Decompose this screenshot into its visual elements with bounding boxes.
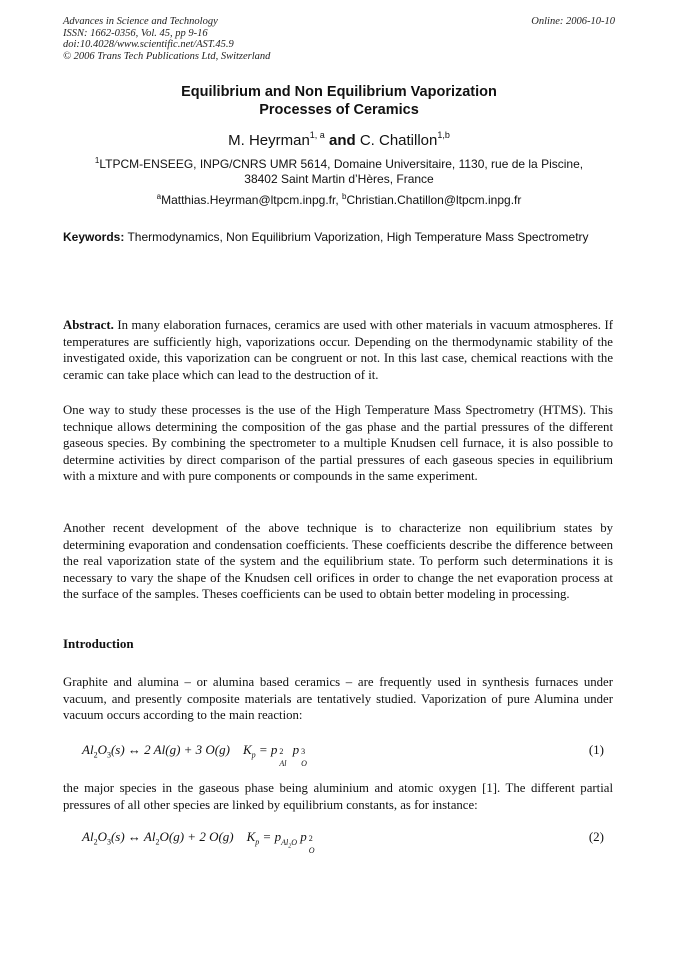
author-list [63,131,615,151]
online-date: Online: 2006-10-10 [531,16,615,27]
abstract-paragraph-1 [63,317,613,383]
doi: doi:10.4028/www.scientific.net/AST.45.9 [63,39,234,50]
journal-header [63,16,270,62]
affiliation [63,157,615,187]
email-b: Christian.Chatillon@ltpcm.inpg.fr [346,193,522,207]
copyright: © 2006 Trans Tech Publications Ltd, Switzerland [63,50,271,62]
email-a: Matthias.Heyrman@ltpcm.inpg.fr, [161,193,342,207]
equation-2-expression: $Al_2O_3(s)$ ↔ $Al_2O(g) + 2$ O(g) $K_p = p_{Al_2O}$ p 2 O [82,829,315,855]
email-b-sup: b [342,192,347,201]
paper-title [63,83,615,119]
title-line-1: Equilibrium and Non Equilibrium Vaporization [181,84,497,100]
abstract-paragraph-3: Another recent development of the above technique is to characterize non equilibrium states by determining evaporation and condensation coefficients. These coefficients describe the difference between the real vaporization state of the system and the equilibrium state. To perform such determinations it is necessary to vary the shape of the Knudsen cell orifices in order to change the net evaporation process at the surface of the samples. Theses coefficients can be used to obtain better modeling in processing. [63,521,613,601]
abstract-text-1: In many elaboration furnaces, ceramics are used with other materials in vacuum atmospheres. If temperatures are sufficiently high, vaporizations occur. Depending on the thermodynamic stability of the investigated oxide, this vaporization can be congruent or not. In this last case, chemical reactions with the ceramic can take place which can lead to the destruction of it. [63,318,613,382]
equation-2-number: (2) [588,829,604,844]
email-a-sup: a [156,192,162,201]
title-line-2: Processes of Ceramics [259,102,419,118]
email-line [63,193,615,208]
equation-2 [82,829,604,855]
equation-1-number: (1) [588,742,604,757]
author-1: M. Heyrman [228,132,310,149]
issn: ISSN: 1662-0356, Vol. 45, pp 9-16 [63,27,208,39]
author-2-sup: 1,b [437,130,450,140]
author-1-sup: 1, a [309,130,325,140]
keywords-text: Thermodynamics, Non Equilibrium Vaporization, High Temperature Mass Spectrometry [124,230,589,244]
equation-1-expression: $Al_2O_3(s)$ ↔ 2 Al(g) + 3 O(g) $K_p = p$ 2 Al p 3 O [82,742,307,768]
affiliation-sup: 1 [94,156,100,165]
journal-name: Advances in Science and Technology [63,16,218,27]
equation-1 [82,742,604,768]
introduction-paragraph-1: Graphite and alumina – or alumina based ceramics – are frequently used in synthesis furnaces under vacuum, and presently composite materials are tentatively studied. Vaporization of pure Alumina under vacuum occurs according to the main reaction: [63,675,613,722]
affiliation-line-1: LTPCM-ENSEEG, INPG/CNRS UMR 5614, Domaine Universitaire, 1130, rue de la Piscine, [99,157,584,171]
author-2: C. Chatillon [359,132,438,149]
abstract-paragraph-2: One way to study these processes is the use of the High Temperature Mass Spectrometry (HTMS). This technique allows determining the composition of the gas phase and the partial pressures of the different gaseous species. By combining the spectrometer to a multiple Knudsen cell furnace, it is also possible to determine activities by direct comparison of the partial pressures of each gaseous species in equilibrium with a mixture and with pure components or compounds in the same experiment. [63,403,613,483]
keywords [63,230,613,245]
abstract-label: Abstract. [63,318,114,332]
introduction-paragraph-2: the major species in the gaseous phase being aluminium and atomic oxygen [1]. The different partial pressures of all other species are linked by equilibrium constants, as for instance: [63,781,613,812]
keywords-label: Keywords: [63,230,125,244]
section-heading-introduction: Introduction [63,636,134,651]
author-and: and [328,132,356,149]
affiliation-line-2: 38402 Saint Martin d’Hères, France [244,172,434,186]
